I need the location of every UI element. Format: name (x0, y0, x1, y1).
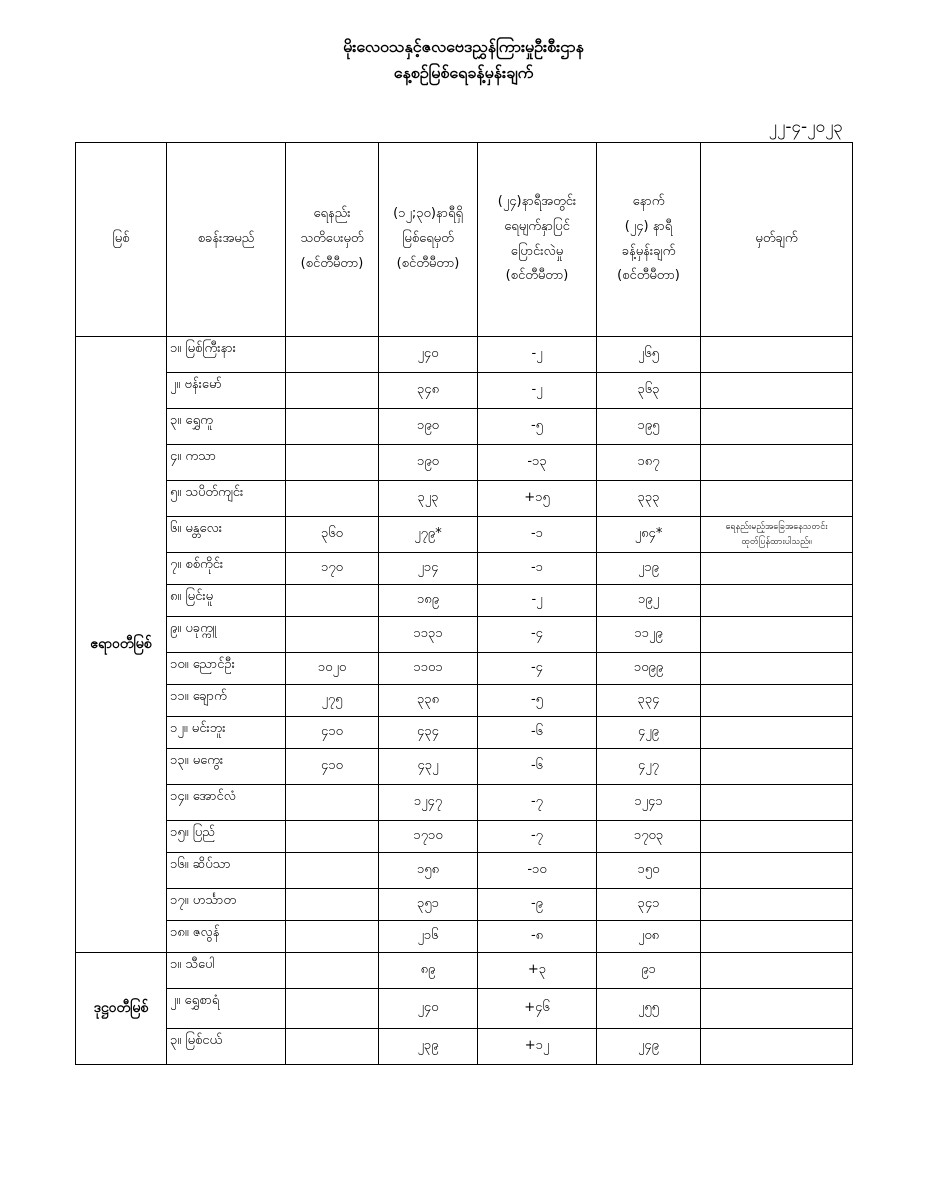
water-level-cell: ၄၃၄ (379, 717, 478, 749)
forecast-cell: ၁၀၉၉ (597, 653, 701, 685)
col-station-header: စခန်းအမည် (167, 143, 286, 337)
forecast-cell: ၁၅၀ (597, 853, 701, 889)
level-change-cell: -၆ (478, 717, 597, 749)
forecast-cell: ၂၀၈ (597, 921, 701, 953)
level-change-cell: -၉ (478, 889, 597, 921)
table-row (76, 785, 853, 821)
warning-level-cell (286, 617, 379, 653)
forecast-cell: ၄၂၇ (597, 749, 701, 785)
remark-cell (701, 517, 853, 553)
forecast-cell: ၃၃၄ (597, 685, 701, 717)
water-level-cell: ၃၃၈ (379, 685, 478, 717)
water-level-cell: ၁၉၀ (379, 409, 478, 445)
forecast-cell: ၃၃၃ (597, 481, 701, 517)
col-river-header: မြစ် (76, 143, 167, 337)
remark-cell (701, 749, 853, 785)
level-change-cell: -၂ (478, 337, 597, 373)
warning-level-cell (286, 337, 379, 373)
forecast-cell: ၂၄၉ (597, 1029, 701, 1065)
warning-level-cell (286, 409, 379, 445)
col-warning-header: ရေနည်း သတိပေးမှတ် (စင်တီမီတာ) (286, 143, 379, 337)
warning-level-cell (286, 821, 379, 853)
water-level-cell: ၁၇၁၀ (379, 821, 478, 853)
forecast-cell: ၃၆၃ (597, 373, 701, 409)
table-row (76, 989, 853, 1029)
station-cell: ၁၇။ ဟင်္သာတ (167, 889, 286, 921)
remark-line: ထုတ်ပြန်ထားပါသည်။ (741, 536, 812, 547)
remark-cell (701, 921, 853, 953)
water-level-cell: ၃၅၁ (379, 889, 478, 921)
forecast-cell: ၂၅၅ (597, 989, 701, 1029)
remark-cell (701, 1029, 853, 1065)
table-row (76, 953, 853, 989)
remark-cell (701, 553, 853, 585)
station-cell: ၁၄။ အောင်လံ (167, 785, 286, 821)
station-cell: ၁။ သီပေါ (167, 953, 286, 989)
remark-cell (701, 889, 853, 921)
forecast-cell: ၂၆၅ (597, 337, 701, 373)
warning-level-cell (286, 921, 379, 953)
water-level-cell: ၂၄၀ (379, 337, 478, 373)
warning-level-cell (286, 953, 379, 989)
level-change-cell: -၆ (478, 749, 597, 785)
forecast-cell: ၄၂၉ (597, 717, 701, 749)
remark-cell (701, 373, 853, 409)
level-change-cell: -၁၀ (478, 853, 597, 889)
header-row (76, 143, 853, 337)
table-row (76, 481, 853, 517)
col-change-header: (၂၄)နာရီအတွင်း ရေမျက်နှာပြင် ပြောင်းလဲမှု (စင်တီမီတာ) (478, 143, 597, 337)
water-level-cell: ၃၂၃ (379, 481, 478, 517)
warning-level-cell: ၁၀၂၀ (286, 653, 379, 685)
station-cell: ၄။ ကသာ (167, 445, 286, 481)
table-row (76, 553, 853, 585)
remark-cell (701, 653, 853, 685)
level-change-cell: -၄ (478, 653, 597, 685)
level-change-cell: +၄၆ (478, 989, 597, 1029)
level-change-cell: -၁ (478, 553, 597, 585)
table-row (76, 517, 853, 553)
forecast-cell: ၂၁၉ (597, 553, 701, 585)
forecast-cell: ၂၈၄* (597, 517, 701, 553)
forecast-cell: ၁၇၀၃ (597, 821, 701, 853)
warning-level-cell (286, 481, 379, 517)
col-forecast-header: နောက် (၂၄) နာရီ ခန့်မှန်းချက် (စင်တီမီတာ) (597, 143, 701, 337)
col-level-header: (၁၂;၃၀)နာရီရှိ မြစ်ရေမှတ် (စင်တီမီတာ) (379, 143, 478, 337)
forecast-cell: ၁၉၂ (597, 585, 701, 617)
remark-cell (701, 785, 853, 821)
table-row (76, 1029, 853, 1065)
level-change-cell: -၁ (478, 517, 597, 553)
level-change-cell: -၅ (478, 409, 597, 445)
forecast-cell: ၉၁ (597, 953, 701, 989)
warning-level-cell (286, 373, 379, 409)
table-row (76, 717, 853, 749)
station-cell: ၁၀။ ညောင်ဦး (167, 653, 286, 685)
water-level-cell: ၂၁၄ (379, 553, 478, 585)
warning-level-cell (286, 445, 379, 481)
remark-cell (701, 685, 853, 717)
forecast-cell: ၁၈၇ (597, 445, 701, 481)
level-change-cell: -၈ (478, 921, 597, 953)
remark-cell (701, 989, 853, 1029)
water-level-cell: ၈၉ (379, 953, 478, 989)
remark-cell (701, 445, 853, 481)
table-row (76, 821, 853, 853)
level-change-cell: -၇ (478, 785, 597, 821)
forecast-cell: ၃၄၁ (597, 889, 701, 921)
table-row (76, 409, 853, 445)
warning-level-cell (286, 989, 379, 1029)
level-change-cell: -၄ (478, 617, 597, 653)
report-date: ၂၂-၄-၂၀၂၃ (768, 117, 843, 137)
station-cell: ၇။ စစ်ကိုင်း (167, 553, 286, 585)
water-level-cell: ၁၅၈ (379, 853, 478, 889)
level-change-cell: -၂ (478, 373, 597, 409)
level-change-cell: -၅ (478, 685, 597, 717)
water-level-cell: ၄၃၂ (379, 749, 478, 785)
station-cell: ၈။ မြင်းမူ (167, 585, 286, 617)
level-change-cell: -၂ (478, 585, 597, 617)
level-change-cell: +၁၂ (478, 1029, 597, 1065)
water-level-cell: ၂၁၆ (379, 921, 478, 953)
river-name-cell: ဧရာဝတီမြစ် (76, 337, 167, 953)
table-row (76, 617, 853, 653)
water-level-cell: ၁၉၀ (379, 445, 478, 481)
station-cell: ၁၁။ ချောက် (167, 685, 286, 717)
table-row (76, 749, 853, 785)
warning-level-cell: ၄၁၀ (286, 749, 379, 785)
warning-level-cell: ၄၁၀ (286, 717, 379, 749)
remark-cell (701, 585, 853, 617)
col-remarks-header: မှတ်ချက် (701, 143, 853, 337)
forecast-cell: ၁၁၂၉ (597, 617, 701, 653)
station-cell: ၃။ ရွှေကူ (167, 409, 286, 445)
station-cell: ၁၈။ ဇလွန် (167, 921, 286, 953)
station-cell: ၃။ မြစ်ငယ် (167, 1029, 286, 1065)
table-row (76, 337, 853, 373)
warning-level-cell: ၂၇၅ (286, 685, 379, 717)
forecast-cell: ၁၂၄၁ (597, 785, 701, 821)
remark-cell (701, 821, 853, 853)
remark-cell (701, 717, 853, 749)
warning-level-cell (286, 853, 379, 889)
report-title: နေ့စဉ်မြစ်ရေခန့်မှန်းချက် (393, 63, 534, 82)
level-change-cell: -၇ (478, 821, 597, 853)
level-change-cell: -၁၃ (478, 445, 597, 481)
table-row (76, 921, 853, 953)
table-row (76, 585, 853, 617)
remark-cell (701, 337, 853, 373)
station-cell: ၂။ ရွှေစာရံ (167, 989, 286, 1029)
remark-cell (701, 481, 853, 517)
station-cell: ၉။ ပခုက္ကူ (167, 617, 286, 653)
station-cell: ၁၅။ ပြည် (167, 821, 286, 853)
warning-level-cell (286, 785, 379, 821)
table-row (76, 685, 853, 717)
station-cell: ၂။ ဗန်းမော် (167, 373, 286, 409)
station-cell: ၁၂။ မင်းဘူး (167, 717, 286, 749)
station-cell: ၁၆။ ဆိပ်သာ (167, 853, 286, 889)
remark-cell (701, 953, 853, 989)
water-level-cell: ၃၄၈ (379, 373, 478, 409)
table-row (76, 889, 853, 921)
warning-level-cell (286, 585, 379, 617)
river-forecast-table (75, 142, 853, 1065)
station-cell: ၅။ သပိတ်ကျင်း (167, 481, 286, 517)
remark-cell (701, 853, 853, 889)
department-title: မိုးလေဝသနှင့်ဇလဗေဒညွှန်ကြားမှုဦးစီးဌာန (343, 37, 584, 56)
warning-level-cell: ၃၆၀ (286, 517, 379, 553)
station-cell: ၆။ မန္တလေး (167, 517, 286, 553)
water-level-cell: ၁၈၉ (379, 585, 478, 617)
water-level-cell: ၁၁၀၁ (379, 653, 478, 685)
water-level-cell: ၂၄၀ (379, 989, 478, 1029)
station-cell: ၁၃။ မကွေး (167, 749, 286, 785)
warning-level-cell (286, 1029, 379, 1065)
table-row (76, 653, 853, 685)
water-level-cell: ၂၇၉* (379, 517, 478, 553)
river-name-cell: ဒုဋ္ဌဝတီမြစ် (76, 953, 167, 1065)
table-row (76, 373, 853, 409)
remark-cell (701, 409, 853, 445)
remark-cell (701, 617, 853, 653)
water-level-cell: ၂၃၉ (379, 1029, 478, 1065)
station-cell: ၁။ မြစ်ကြီးနား (167, 337, 286, 373)
table-row (76, 445, 853, 481)
remark-line: ရေနည်းမည့်အခြေအနေသတင်း (725, 522, 828, 533)
warning-level-cell: ၁၇၀ (286, 553, 379, 585)
warning-level-cell (286, 889, 379, 921)
water-level-cell: ၁၂၄၇ (379, 785, 478, 821)
level-change-cell: +၃ (478, 953, 597, 989)
forecast-cell: ၁၉၅ (597, 409, 701, 445)
water-level-cell: ၁၁၃၁ (379, 617, 478, 653)
table-row (76, 853, 853, 889)
level-change-cell: +၁၅ (478, 481, 597, 517)
